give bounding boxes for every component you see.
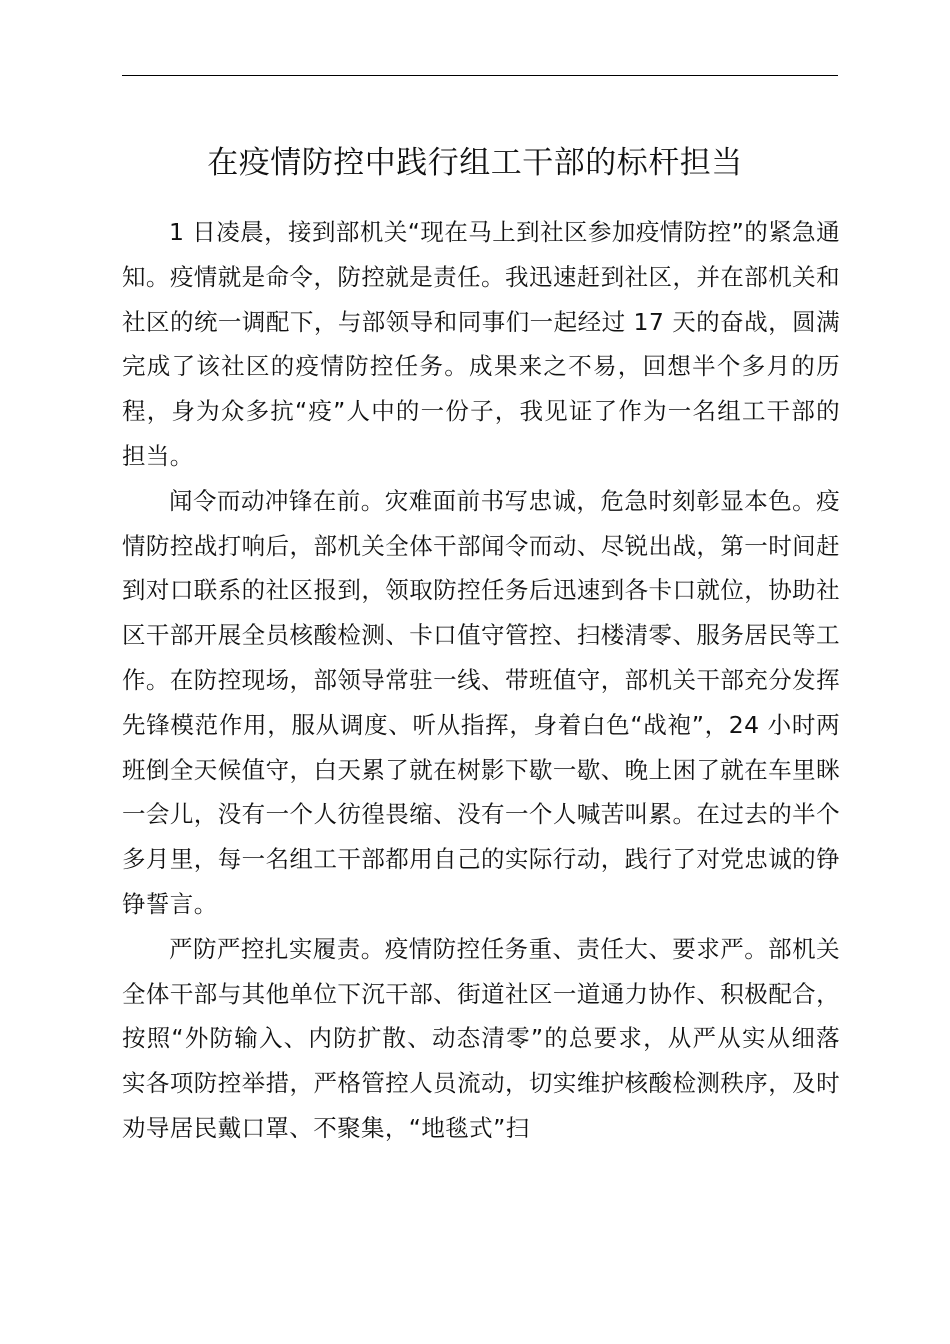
- paragraph-strict-prevention: 严防严控扎实履责。疫情防控任务重、责任大、要求严。部机关全体干部与其他单位下沉干部、街道社区一道通力协作、积极配合，按照“外防输入、内防扩散、动态清零”的总要求，从严从实从细落实各项防控举措，严格管控人员流动，切实维护核酸检测秩序，及时劝导居民戴口罩、不聚集，“地毯式”扫: [122, 934, 840, 1142]
- document-title: 在疫情防控中践行组工干部的标杆担当: [207, 145, 743, 181]
- paragraph-intro: 1 日凌晨，接到部机关“现在马上到社区参加疫情防控”的紧急通知。疫情就是命令，防控就是责任。我迅速赶到社区，并在部机关和社区的统一调配下，与部领导和同事们一起经过 17 天的奋战，圆满完成了该社区的疫情防控任务。成果来之不易，回想半个多月的历程，身为众多抗“疫”人中的一份子，我见证了作为一名组工干部的担当。: [122, 218, 840, 470]
- header-rule: [122, 75, 838, 76]
- paragraph-respond-to-orders: 闻令而动冲锋在前。灾难面前书写忠诚，危急时刻彰显本色。疫情防控战打响后，部机关全体干部闻令而动、尽锐出战，第一时间赶到对口联系的社区报到，领取防控任务后迅速到各卡口就位，协助社区干部开展全员核酸检测、卡口值守管控、扫楼清零、服务居民等工作。在防控现场，部领导常驻一线、带班值守，部机关干部充分发挥先锋模范作用，服从调度、听从指挥，身着白色“战袍”，24 小时两班倒全天候值守，白天累了就在树影下歇一歇、晚上困了就在车里眯一会儿，没有一个人彷徨畏缩、没有一个人喊苦叫累。在过去的半个多月里，每一名组工干部都用自己的实际行动，践行了对党忠诚的铮铮誓言。: [122, 486, 840, 918]
- document-body: [122, 210, 840, 1151]
